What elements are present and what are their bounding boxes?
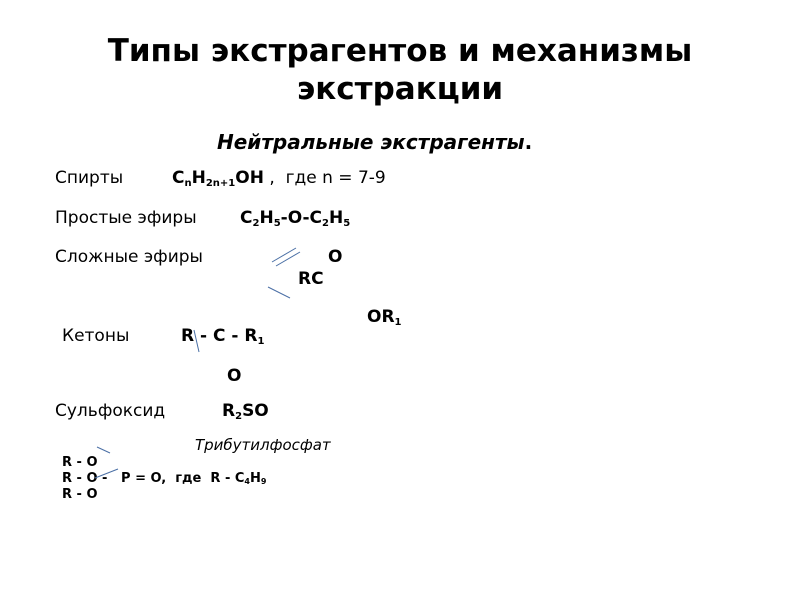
- ester-rc: RC: [298, 269, 324, 289]
- formula-c: C: [240, 208, 253, 228]
- formula-n-sub: n: [184, 178, 192, 189]
- tbp-bond-line: [95, 469, 118, 478]
- ketone-oxygen: O: [227, 366, 242, 386]
- section-subtitle-text: Нейтральные экстрагенты: [217, 130, 525, 154]
- esters-label: Сложные эфиры: [55, 247, 203, 267]
- formula-sub: 2: [252, 218, 260, 229]
- ethers-label: Простые эфиры: [55, 208, 197, 228]
- formula-h-sub: 2n+1: [205, 178, 236, 189]
- formula-h: H: [191, 168, 206, 188]
- tbp-line3: R - O: [62, 487, 98, 502]
- formula-h: H: [259, 208, 274, 228]
- tbp-line1: R - O: [62, 455, 98, 470]
- ketones-formula-sub: 1: [257, 336, 265, 347]
- formula-sub: 5: [273, 218, 281, 229]
- ester-oxygen: O: [328, 247, 343, 267]
- page-title-line1: Типы экстрагентов и механизмы: [107, 33, 693, 69]
- formula-mid: -O-C: [280, 208, 323, 228]
- section-subtitle-dot: .: [524, 130, 533, 154]
- formula-c: C: [172, 168, 185, 188]
- ester-or-text: OR: [367, 307, 395, 327]
- alcohols-condition: , где n = 7-9: [263, 168, 386, 188]
- tbp-h: H: [249, 471, 261, 486]
- page-title-line2: экстракции: [296, 71, 504, 107]
- ketones-label: Кетоны: [62, 326, 130, 346]
- tbp-bond-line: [97, 447, 110, 453]
- tbp-h-sub: 9: [260, 477, 267, 486]
- formula-sub: 2: [322, 218, 329, 229]
- ester-double-bond-line: [276, 252, 300, 266]
- alcohols-label: Спирты: [55, 168, 124, 188]
- formula-oh: OH: [235, 168, 264, 188]
- tbp-c-sub: 4: [244, 477, 250, 486]
- formula-sub: 5: [343, 218, 351, 229]
- tbp-name: Трибутилфосфат: [195, 436, 331, 454]
- ester-single-bond-line: [268, 287, 290, 298]
- ketone-bond-line: [194, 330, 199, 352]
- ester-double-bond-line: [272, 248, 296, 262]
- sulfoxide-r: R: [222, 401, 236, 421]
- tbp-line2-ro: R - O -: [62, 471, 108, 486]
- tbp-line2-po: P = O, где R - C: [121, 471, 245, 486]
- sulfoxide-so: SO: [242, 401, 269, 421]
- ketones-formula-text: R - C - R: [181, 326, 258, 346]
- ester-or-sub: 1: [394, 317, 402, 328]
- formula-h: H: [328, 208, 344, 228]
- sulfoxide-sub: 2: [235, 411, 243, 422]
- sulfoxide-label: Сульфоксид: [55, 401, 166, 421]
